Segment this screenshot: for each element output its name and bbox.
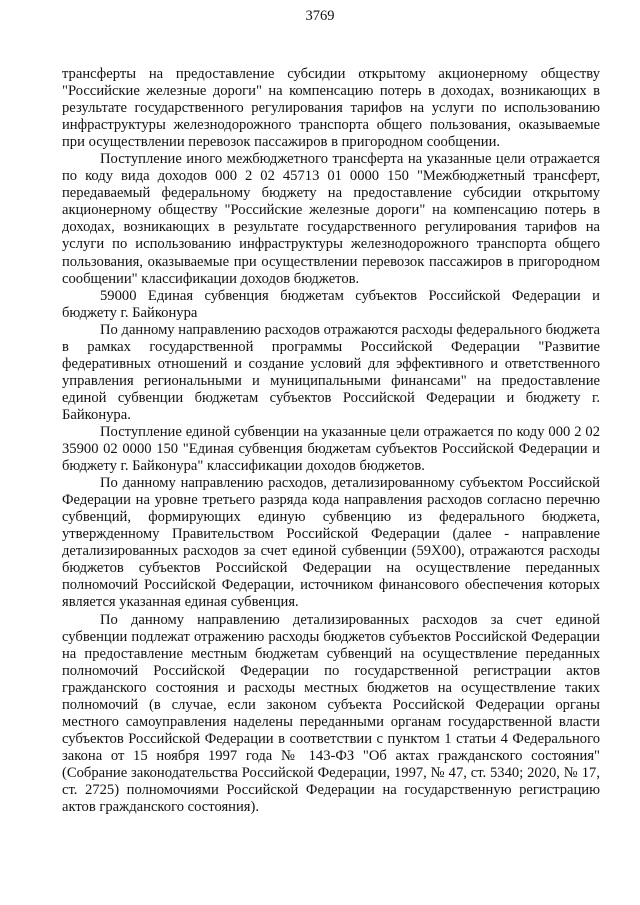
document-body [62, 66, 600, 816]
paragraph: По данному направлению расходов, детализированному субъектом Российской Федерации на уровне третьего разряда кода направления расходов согласно перечню субвенций, формирующих единую субвенцию из федерального бюджета, утвержденному Правительством Российской Федерации (далее - направление детализированных расходов за счет единой субвенции (59Х00), отражаются расходы бюджетов субъектов Российской Федерации на осуществление переданных полномочий Российской Федерации, источником финансового обеспечения которых является указанная единая субвенция. [62, 475, 600, 611]
paragraph: Поступление единой субвенции на указанные цели отражается по коду 000 2 02 35900 02 0000 150 "Единая субвенция бюджетам субъектов Российской Федерации и бюджету г. Байконура" классификации доходов бюджетов. [62, 423, 600, 475]
section-heading: 59000 Единая субвенция бюджетам субъектов Российской Федерации и бюджету г. Байконура [62, 287, 600, 321]
paragraph: По данному направлению расходов отражаются расходы федерального бюджета в рамках государственной программы Российской Федерации "Развитие федеративных отношений и создание условий для эффективного и ответственного управления региональными и муниципальными финансами" на предоставление единой субвенции бюджетам субъектов Российской Федерации и бюджету г. Байконура. [62, 321, 600, 423]
page-number: 3769 [305, 8, 335, 24]
paragraph-continuation: трансферты на предоставление субсидии открытому акционерному обществу "Российские железные дороги" на компенсацию потерь в доходах, возникающих в результате государственного регулирования тарифов на услуги по использованию инфраструктуры железнодорожного транспорта общего пользования, оказываемые при осуществлении перевозок пассажиров в пригородном сообщении. [62, 66, 600, 151]
paragraph: Поступление иного межбюджетного трансферта на указанные цели отражается по коду вида доходов 000 2 02 45713 01 0000 150 "Межбюджетный трансферт, передаваемый федеральному бюджету на предоставление субсидии открытому акционерному обществу "Российские железные дороги" на компенсацию потерь в доходах, возникающих в результате государственного регулирования тарифов на услуги по использованию инфраструктуры железнодорожного транспорта общего пользования, оказываемые при осуществлении перевозок пассажиров в пригородном сообщении" классификации доходов бюджетов. [62, 151, 600, 287]
paragraph: По данному направлению детализированных расходов за счет единой субвенции подлежат отражению расходы бюджетов субъектов Российской Федерации на предоставление местным бюджетам субвенций на осуществление переданных полномочий Российской Федерации по государственной регистрации актов гражданского состояния и расходы местных бюджетов на осуществление таких полномочий (в случае, если законом субъекта Российской Федерации органы местного самоуправления наделены переданными органам государственной власти субъектов Российской Федерации в соответствии с пунктом 1 статьи 4 Федерального закона от 15 ноября 1997 года № 143-ФЗ "Об актах гражданского состояния" (Собрание законодательства Российской Федерации, 1997, № 47, ст. 5340; 2020, № 17, ст. 2725) полномочиями Российской Федерации на государственную регистрацию актов гражданского состояния). [62, 611, 600, 816]
